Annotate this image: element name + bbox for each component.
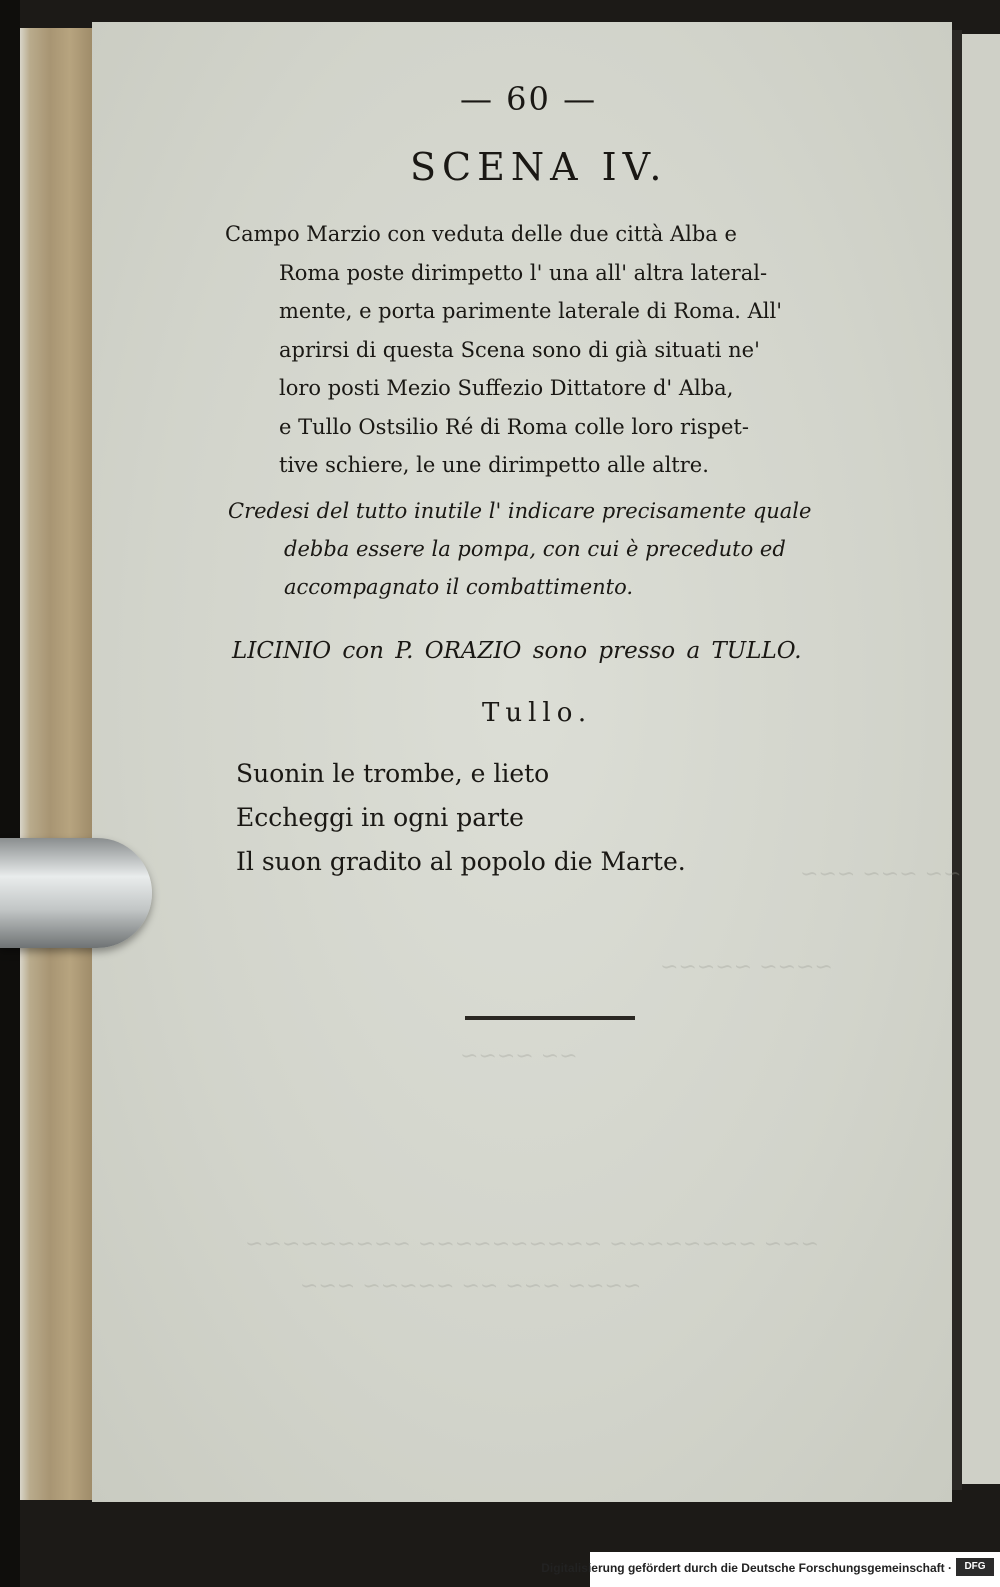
scene-description (225, 215, 782, 485)
note-line: accompagnato il combattimento. (284, 575, 634, 599)
note-line: debba essere la pompa, con cui è preceduto ed (284, 537, 786, 561)
section-rule (465, 1016, 635, 1020)
bleed-through-text: ~~~ ~~~~~~~~ ~~~~~~~~~~ ~~~~~~~~~ (245, 1232, 819, 1257)
spine-shadow (0, 0, 20, 1587)
bleed-through-text: ~~~~ ~~~ ~~ ~~~~~ ~~~ (300, 1274, 642, 1299)
gutter (952, 30, 962, 1490)
bleed-through-text: ~~ ~~~~ (460, 1044, 578, 1069)
page-number: — 60 — (460, 80, 598, 118)
scene-title: SCENA IV. (410, 145, 668, 189)
page-holder-tool (0, 838, 152, 948)
staging-note (228, 492, 811, 606)
verse-line: Il suon gradito al popolo die Marte. (236, 847, 686, 876)
verse-line: Eccheggi in ogni parte (236, 803, 524, 832)
description-line: Campo Marzio con veduta delle due città Alba e (225, 222, 737, 246)
digitization-credit: Digitalisierung gefördert durch die Deutsche Forschungsgemeinschaft · (541, 1561, 952, 1575)
stage-direction: LICINIO con P. ORAZIO sono presso a TULLO. (232, 638, 802, 664)
facing-page-edge (962, 34, 1000, 1484)
description-line: loro posti Mezio Suffezio Dittatore d' Alba, (279, 376, 734, 400)
description-line: aprirsi di questa Scena sono di già situati ne' (279, 337, 760, 362)
verse (236, 752, 686, 884)
dfg-logo: DFG (956, 1558, 994, 1576)
description-line: tive schiere, le une dirimpetto alle altre. (279, 453, 709, 477)
note-line: Credesi del tutto inutile l' indicare precisamente quale (228, 499, 812, 523)
bleed-through-text: ~~~~ ~~~~~ (660, 955, 833, 980)
speaker-name: Tullo. (482, 698, 593, 728)
description-line: Roma poste dirimpetto l' una all' altra lateral- (279, 260, 768, 285)
verse-line: Suonin le trombe, e lieto (236, 759, 550, 788)
description-line: e Tullo Ostsilio Ré di Roma colle loro rispet- (279, 414, 749, 439)
page-edges (20, 28, 92, 1500)
bleed-through-text: ~~ ~~~ ~~~ (800, 862, 962, 887)
description-line: mente, e porta parimente laterale di Roma. All' (279, 299, 782, 323)
